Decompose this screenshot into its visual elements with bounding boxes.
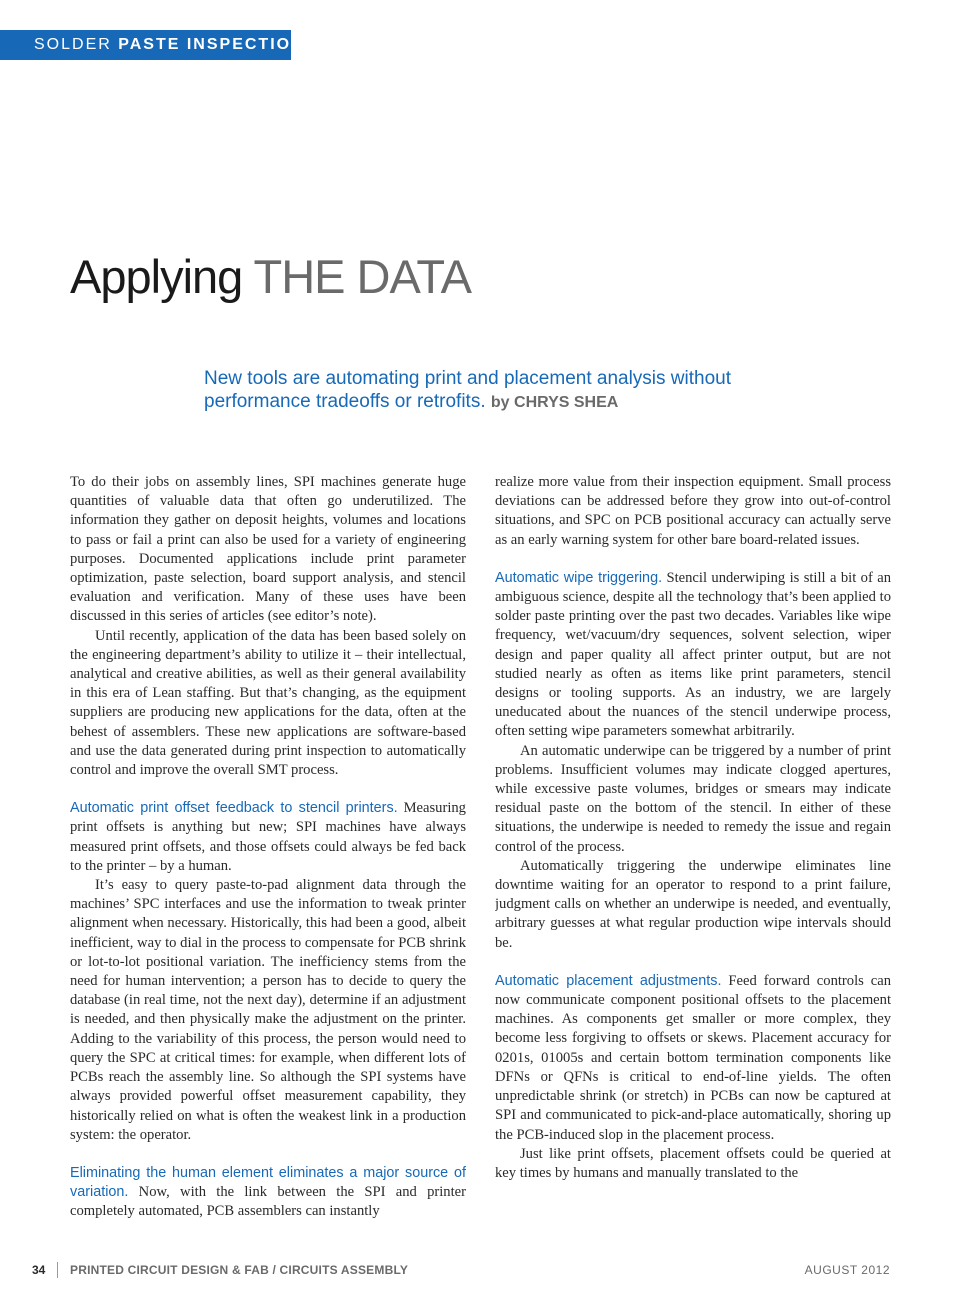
paragraph: [70, 799, 466, 876]
left-column: [70, 473, 466, 1238]
section-heading: Automatic wipe triggering.: [495, 569, 663, 586]
paragraph-text: Measuring print offsets is anything but new; SPI machines have always measured print offsets, and those offsets could always be fed back to the printer – by a human.: [70, 800, 466, 874]
article-title: [70, 246, 471, 308]
paragraph-text: Feed forward controls can now communicate component positional offsets to the placement machines. As components get smaller or more complex, they become less forgiving to offsets or skews. Placement accuracy for 0201s, 01005s and certain bottom termination components like DFNs or QFNs is critical to end-of-line yields. The often unpredictable shrink (or stretch) in PCBs can now be captured at SPI and communicated to pick-and-place automatically, shoring up the PCB-induced slop in the placement process.: [495, 972, 891, 1143]
paragraph: Until recently, application of the data has been based solely on the engineering department’s ability to utilize it – their intellectual, analytical and creative abilities, as well as their general availability in this era of Lean staffing. But that’s changing, as the equipment suppliers are producing new applications for the data, often at the behest of assemblers. These new applications are software-based and use the data generated during print inspection to automatically control and improve the overall SMT process.: [70, 627, 466, 779]
paragraph: realize more value from their inspection equipment. Small process deviations can be addressed before they grow into out-of-control situations, and SPC on PCB positional accuracy can actually serve as an early warning system for other bare board-related issues.: [495, 474, 891, 548]
byline: by CHRYS SHEA: [490, 394, 619, 411]
article-deck: [204, 367, 804, 414]
section-heading: Automatic print offset feedback to stencil printers.: [70, 800, 398, 817]
footer-divider: [57, 1262, 58, 1278]
page-footer: [0, 1263, 960, 1279]
page-number: 34: [32, 1263, 46, 1277]
section-banner: [0, 30, 305, 60]
section-heading: Automatic placement adjustments.: [495, 972, 722, 989]
deck-text: New tools are automating print and placement analysis without performance tradeoffs or retrofits.: [204, 368, 732, 412]
paragraph: It’s easy to query paste-to-pad alignment data through the machines’ SPC interfaces and use the information to tweak printer alignment when necessary. Historically, this had been a good, albeit inefficient, way to dial in the process to compensate for PCB shrink or lot-to-lot positional variation. The inefficiency stems from the need for human intervention; a person has to decide to query the database (in real time, not the next day), determine if an adjustment is needed, and then physically make the adjustment on the printer. Adding to the variability of this process, the person would need to query the SPC at critical times: for example, when different lots of PCBs reach the assembly line. So although the SPI systems have always provided powerful offset measurement capability, they historically relied on what is often the weakest link in a production system: the operator.: [70, 877, 466, 1143]
paragraph: [495, 569, 891, 742]
paragraph: [495, 972, 891, 1145]
title-part-1: Applying: [70, 250, 254, 303]
right-column: [495, 473, 891, 1238]
paragraph: Automatically triggering the underwipe eliminates line downtime waiting for an operator to respond to a print failure, judgment calls on whether an underwipe is needed, and eventually, arbitrary guesses at what regular production wipe intervals should be.: [495, 857, 891, 951]
paragraph: [70, 1164, 466, 1222]
publication-name: PRINTED CIRCUIT DESIGN & FAB / CIRCUITS ASSEMBLY: [70, 1263, 409, 1277]
paragraph: Just like print offsets, placement offsets could be queried at key times by humans and manually translated to the: [495, 1145, 891, 1181]
paragraph: An automatic underwipe can be triggered by a number of print problems. Insufficient volumes may indicate clogged apertures, while excessive paste volumes, bridges or smears may indicate residual paste on the bottom of the stencil. In either of these situations, the underwipe is needed to remedy the issue and regain control of the process.: [495, 742, 891, 855]
paragraph-text: Now, with the link between the SPI and printer completely automated, PCB assemblers can instantly: [70, 1184, 466, 1220]
banner-text-bold: PASTE INSPECTION: [118, 36, 305, 53]
section-heading: Eliminating the human element eliminates a major source of variation.: [70, 1164, 466, 1201]
issue-date: AUGUST 2012: [804, 1263, 890, 1277]
paragraph: To do their jobs on assembly lines, SPI machines generate huge quantities of valuable data that often go underutilized. The information they gather on deposit heights, volumes and locations to pass or fail a print can also be used for a variety of engineering purposes. Documented applications include print parameter optimization, paste selection, board support analysis, and stencil evaluation and verification. Many of these uses have been discussed in this series of articles (see editor’s note).: [70, 474, 466, 625]
title-part-2: THE DATA: [253, 250, 471, 303]
banner-text-light: SOLDER: [34, 36, 119, 53]
paragraph-text: Stencil underwiping is still a bit of an ambiguous science, despite all the technology that’s been applied to solder paste printing over the past two decades. Variables like wipe frequency, wet/vacuum/dry sequences, solvent selection, wiper design and paper quality all affect printer output, but are not studied nearly as often as items like print parameters, stencil designs or tooling supports. As an industry, we are largely uneducated about the nuances of the stencil underwipe process, often setting wipe parameters somewhat arbitrarily.: [495, 569, 891, 740]
